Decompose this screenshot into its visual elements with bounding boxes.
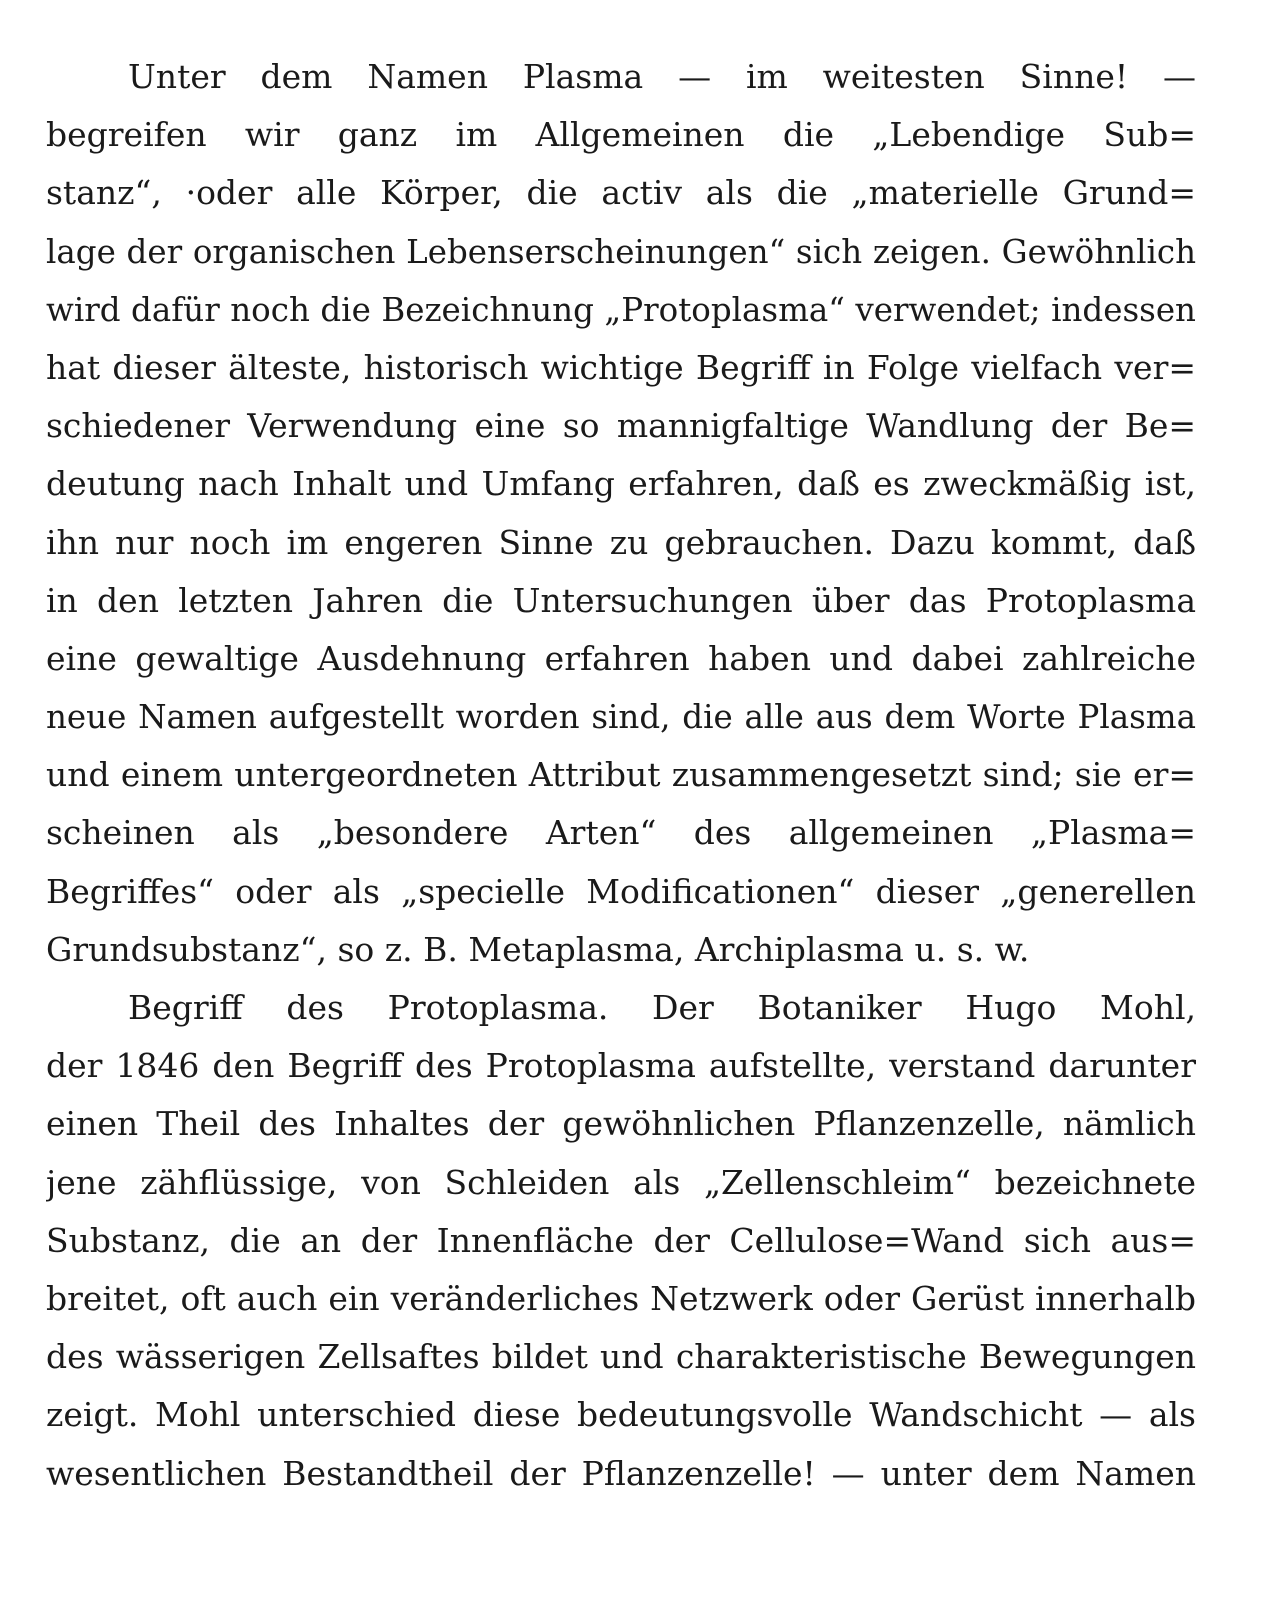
text-line: breitet, oft auch ein veränderliches Netzwerk oder Gerüst innerhalb xyxy=(46,1278,1196,1318)
text-line: eine gewaltige Ausdehnung erfahren haben und dabei zahlreiche xyxy=(46,638,1196,678)
text-line: wesentlichen Bestandtheil der Pflanzenzelle! — unter dem Namen xyxy=(46,1453,1196,1493)
document-page xyxy=(46,48,1196,1503)
text-line: lage der organischen Lebenserscheinungen“ sich zeigen. Gewöhnlich xyxy=(46,232,1196,271)
paragraph-2 xyxy=(46,979,1196,1503)
text-line: und einem untergeordneten Attribut zusammengesetzt sind; sie er= xyxy=(46,755,1196,795)
text-line: neue Namen aufgestellt worden sind, die alle aus dem Worte Plasma xyxy=(46,698,1196,737)
text-line: zeigt. Mohl unterschied diese bedeutungsvolle Wandschicht — als xyxy=(46,1395,1196,1435)
text-line: hat dieser älteste, historisch wichtige Begriff in Folge vielfach ver= xyxy=(46,347,1196,387)
text-line: Begriff des Protoplasma. Der Botaniker Hugo Mohl, xyxy=(128,988,1196,1027)
text-line: schiedener Verwendung eine so mannigfaltige Wandlung der Be= xyxy=(46,406,1196,446)
text-line: in den letzten Jahren die Untersuchungen über das Protoplasma xyxy=(46,580,1196,620)
text-line: jene zähflüssige, von Schleiden als „Zellenschleim“ bezeichnete xyxy=(46,1162,1196,1202)
text-line: stanz“, ·oder alle Körper, die activ als die „materielle Grund= xyxy=(46,173,1196,213)
text-line: begreifen wir ganz im Allgemeinen die „Lebendige Sub= xyxy=(46,115,1196,155)
text-line: des wässerigen Zellsaftes bildet und charakteristische Bewegungen xyxy=(46,1337,1196,1377)
text-line: ihn nur noch im engeren Sinne zu gebrauchen. Dazu kommt, daß xyxy=(46,522,1196,562)
text-line: Unter dem Namen Plasma — im weitesten Sinne! — xyxy=(128,57,1196,96)
text-line: wird dafür noch die Bezeichnung „Protoplasma“ verwendet; indessen xyxy=(46,290,1196,329)
text-line: scheinen als „besondere Arten“ des allgemeinen „Plasma= xyxy=(46,813,1196,853)
paragraph-1 xyxy=(46,48,1196,979)
text-line: Substanz, die an der Innenfläche der Cellulose=Wand sich aus= xyxy=(46,1220,1196,1260)
text-line: der 1846 den Begriff des Protoplasma aufstellte, verstand darunter xyxy=(46,1046,1196,1086)
text-line: Begriffes“ oder als „specielle Modificationen“ dieser „generellen xyxy=(46,871,1196,911)
text-line: einen Theil des Inhaltes der gewöhnlichen Pflanzenzelle, nämlich xyxy=(46,1104,1196,1144)
text-line: Grundsubstanz“, so z. B. Metaplasma, Archiplasma u. s. w. xyxy=(46,929,1030,969)
text-line: deutung nach Inhalt und Umfang erfahren, daß es zweckmäßig ist, xyxy=(46,464,1196,504)
